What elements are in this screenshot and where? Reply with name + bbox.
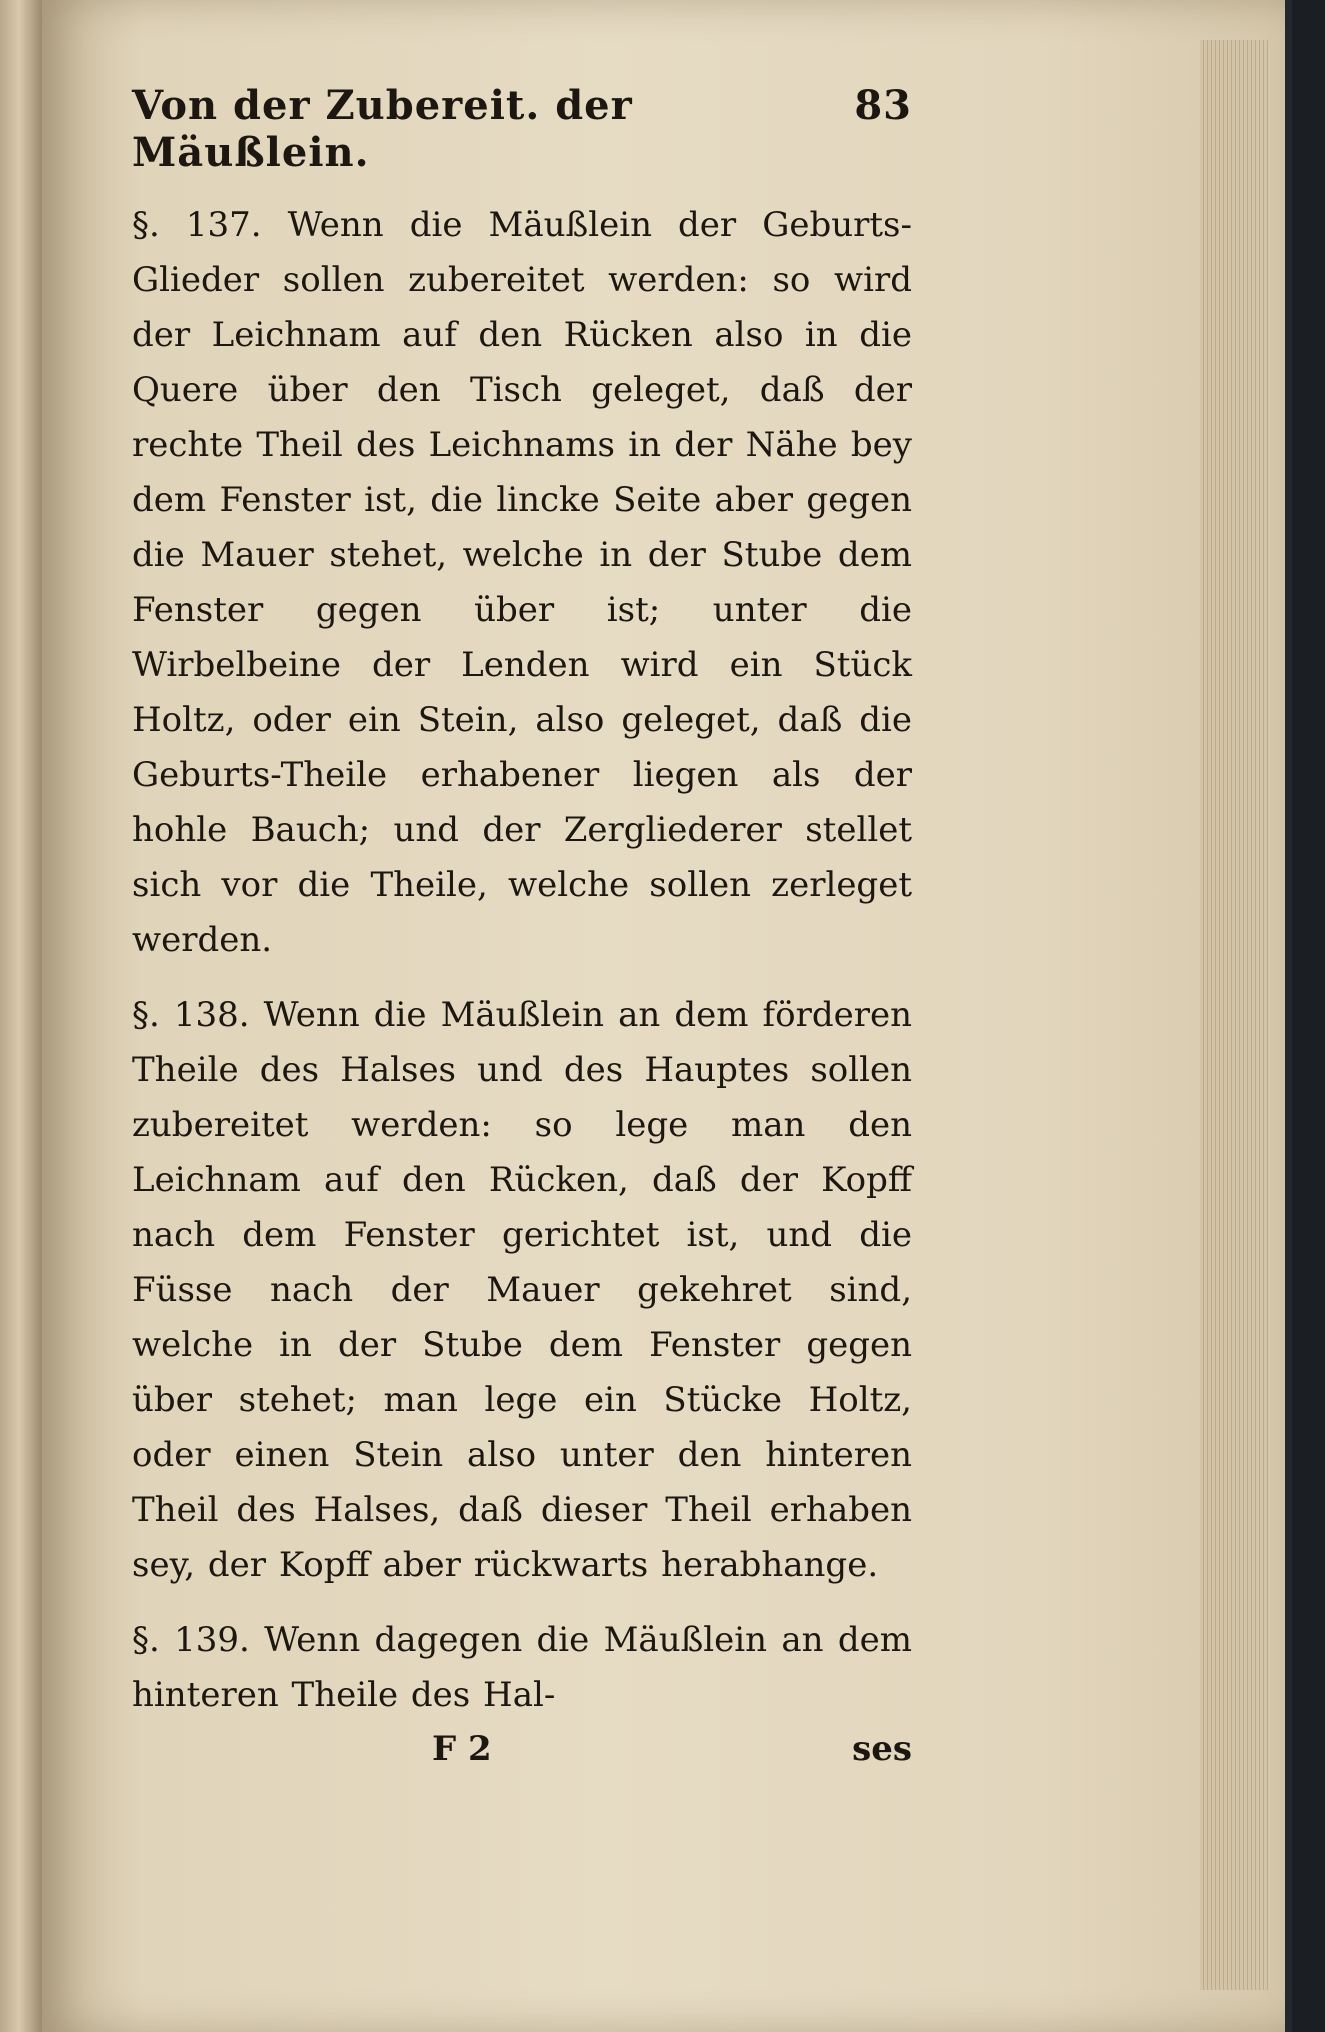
page-footer: [132, 1729, 912, 1769]
running-head: [132, 82, 912, 176]
text-block: [132, 82, 912, 1769]
page-edges: [1200, 40, 1268, 1990]
running-head-title: Von der Zubereit. der Mäußlein.: [132, 82, 633, 176]
paragraph-139: §. 139. Wenn dagegen die Mäußlein an dem hinteren Theile des Hal-: [132, 1620, 912, 1715]
paragraph-138: §. 138. Wenn die Mäußlein an dem förderen Theile des Halses und des Hauptes sollen zubereitet werden: so lege man den Leichnam auf den Rücken, daß der Kopff nach dem Fenster gerichtet ist, und die Füsse nach der Mauer gekehret sind, welche in der Stube dem Fenster gegen über stehet; man lege ein Stücke Holtz, oder einen Stein also unter den hinteren Theil des Halses, daß dieser Theil erhaben sey, der Kopff aber rückwarts herabhange.: [132, 995, 912, 1585]
show-through-shading: [900, 830, 1140, 1130]
book-spine: [0, 0, 42, 2032]
paragraph-137: §. 137. Wenn die Mäußlein der Geburts-Glieder sollen zubereitet werden: so wird der Leichnam auf den Rücken also in die Quere über den Tisch geleget, daß der rechte Theil des Leichnams in der Nähe bey dem Fenster ist, die lincke Seite aber gegen die Mauer stehet, welche in der Stube dem Fenster gegen über ist; unter die Wirbelbeine der Lenden wird ein Stück Holtz, oder ein Stein, also geleget, daß die Geburts-Theile erhabener liegen als der hohle Bauch; und der Zergliederer stellet sich vor die Theile, welche sollen zerleget werden.: [132, 205, 912, 960]
page-number: 83: [854, 82, 912, 129]
catchword: ses: [852, 1729, 912, 1769]
signature-mark: F 2: [432, 1729, 492, 1769]
scan-margin: [1292, 0, 1325, 2032]
